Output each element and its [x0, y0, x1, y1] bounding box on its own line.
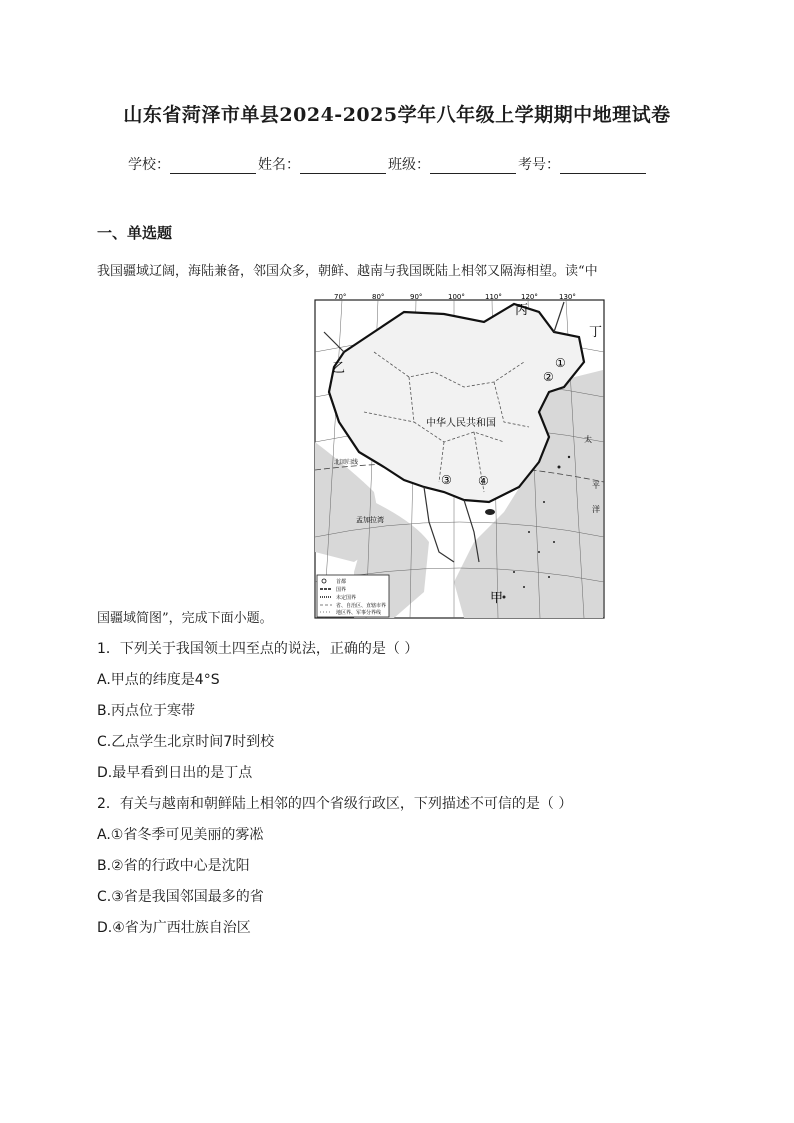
province-marker-4: ④ — [478, 474, 489, 488]
legend-border: 国界 — [336, 587, 347, 593]
question-2-option-d[interactable]: D.④省为广西壮族自治区 — [97, 920, 251, 936]
province-marker-3: ③ — [441, 473, 452, 487]
legend-capital: 首都 — [336, 579, 347, 585]
section-title: 一、单选题 — [97, 224, 173, 242]
lon-label-130: 130° — [559, 293, 576, 301]
question-2-option-a[interactable]: A.①省冬季可见美丽的雾凇 — [97, 827, 264, 843]
name-label: 姓名： — [258, 157, 300, 173]
china-territory-map — [314, 292, 606, 620]
intro-text-line2: 国疆域简图”，完成下面小题。 — [97, 611, 273, 626]
ocean-label-1: 太 — [584, 435, 592, 444]
question-1-option-a[interactable]: A.甲点的纬度是4°S — [97, 672, 220, 688]
legend-region-border: 地区界、军事分界线 — [336, 610, 382, 616]
legend-province-border: 省、自治区、直辖市界 — [336, 603, 387, 609]
question-2-stem: 2．有关与越南和朝鲜陆上相邻的四个省级行政区，下列描述不可信的是（ ） — [97, 796, 573, 812]
bay-label: 孟加拉湾 — [356, 516, 384, 524]
ocean-label-2: 平 — [592, 481, 600, 490]
lon-label-90: 90° — [410, 293, 423, 301]
student-info-row — [128, 154, 688, 174]
class-blank[interactable] — [430, 157, 516, 174]
question-1-stem: 1．下列关于我国领土四至点的说法，正确的是（ ） — [97, 641, 419, 657]
intro-text-line1: 我国疆域辽阔，海陆兼备，邻国众多，朝鲜、越南与我国既陆上相邻又隔海相望。读“中 — [97, 264, 598, 279]
question-1-option-c[interactable]: C.乙点学生北京时间7时到校 — [97, 734, 275, 750]
question-2-option-c[interactable]: C.③省是我国邻国最多的省 — [97, 889, 264, 905]
point-jia: 甲 — [490, 591, 504, 606]
lon-label-70: 70° — [334, 293, 347, 301]
lon-label-110: 110° — [485, 293, 502, 301]
exam-number-label: 考号： — [518, 157, 560, 173]
exam-number-blank[interactable] — [560, 157, 646, 174]
ocean-label-3: 洋 — [592, 505, 600, 514]
school-label: 学校： — [128, 157, 170, 173]
lon-label-80: 80° — [372, 293, 385, 301]
point-ding: 丁 — [589, 325, 603, 340]
map-legend — [317, 575, 389, 617]
school-blank[interactable] — [170, 157, 256, 174]
question-2-option-b[interactable]: B.②省的行政中心是沈阳 — [97, 858, 250, 874]
lon-label-120: 120° — [521, 293, 538, 301]
province-marker-1: ① — [555, 356, 566, 370]
name-blank[interactable] — [300, 157, 386, 174]
question-1-option-d[interactable]: D.最早看到日出的是丁点 — [97, 765, 253, 781]
point-bing: 丙 — [515, 303, 529, 318]
tropic-label: 北回归线 — [334, 459, 359, 466]
lon-label-100: 100° — [448, 293, 465, 301]
legend-undetermined-border: 未定国界 — [336, 595, 357, 601]
class-label: 班级： — [388, 157, 430, 173]
question-1-option-b[interactable]: B.丙点位于寒带 — [97, 703, 196, 719]
province-marker-2: ② — [543, 370, 554, 384]
point-yi: 乙 — [332, 361, 346, 376]
country-label: 中华人民共和国 — [426, 418, 496, 429]
exam-title: 山东省菏泽市单县2024-2025学年八年级上学期期中地理试卷 — [123, 104, 671, 126]
